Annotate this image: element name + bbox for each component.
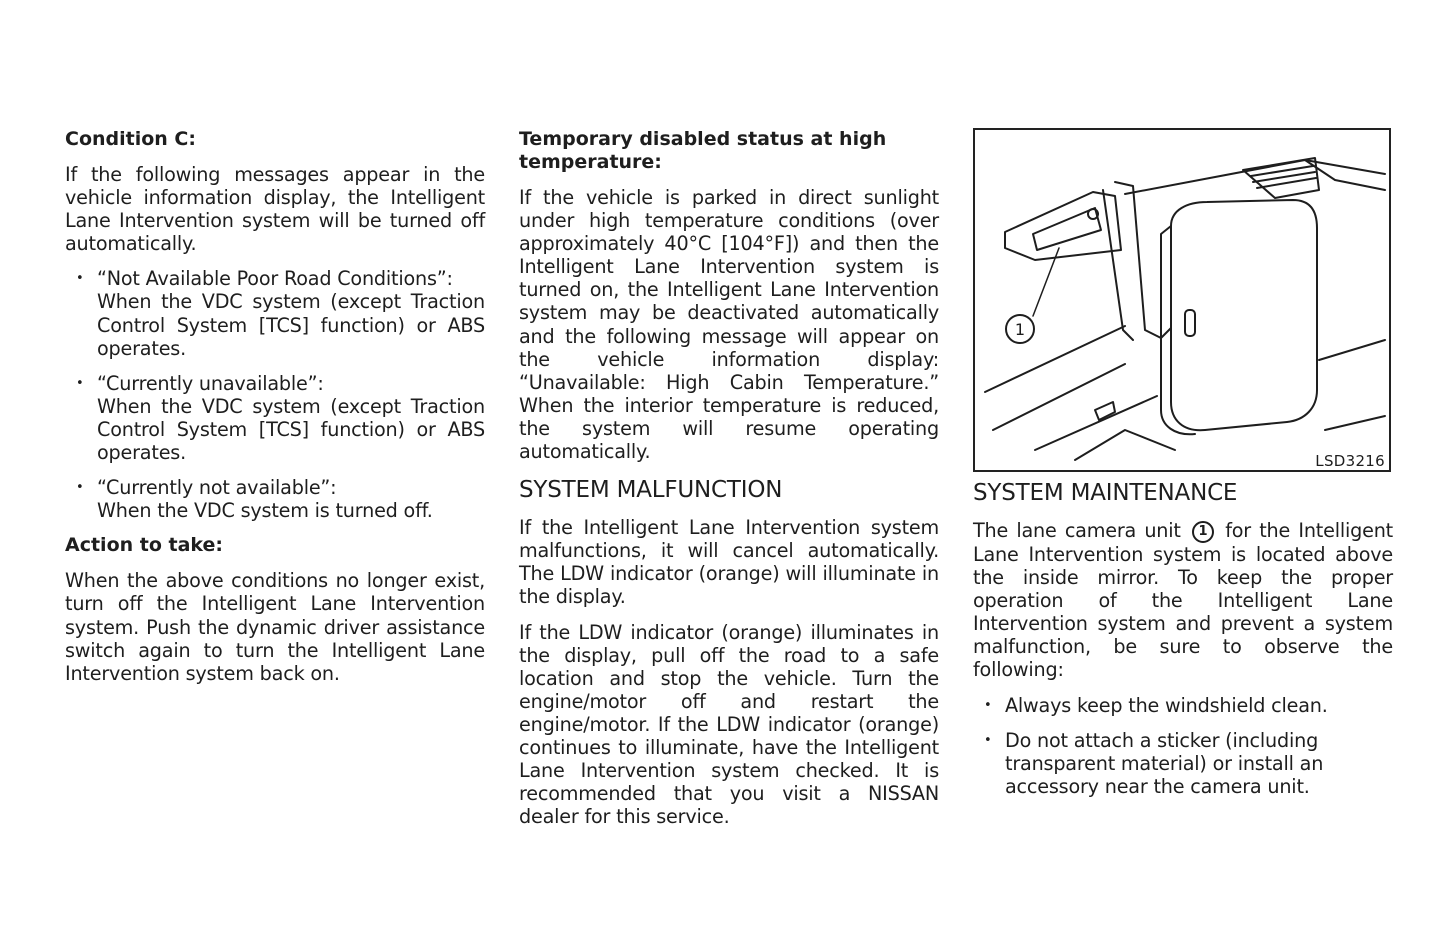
action-text: When the above conditions no longer exist, turn off the Intelligent Lane Intervention system. Push the dynamic driver assistance switch again to turn the Intelligent Lane Intervention system back on. xyxy=(65,569,485,685)
dashboard-line xyxy=(1319,340,1385,360)
malfunction-paragraph-1: If the Intelligent Lane Intervention system malfunctions, it will cancel automatically. The LDW indicator (orange) will illuminate in the display. xyxy=(519,516,939,609)
mirror-stem xyxy=(1115,182,1171,338)
camera-housing xyxy=(1005,192,1121,260)
list-item: • Do not attach a sticker (including transparent material) or install an accessory near the camera unit. xyxy=(973,729,1393,798)
list-item: • Always keep the windshield clean. xyxy=(973,694,1393,717)
malfunction-heading: SYSTEM MALFUNCTION xyxy=(519,477,783,504)
temp-disabled-title: Temporary disabled status at high temperature: xyxy=(519,128,887,173)
list-item xyxy=(65,372,485,464)
column-left xyxy=(65,128,485,697)
message-quote: • “Not Available Poor Road Conditions”: xyxy=(97,267,453,291)
condition-c-message-list xyxy=(65,267,485,522)
message-desc: When the VDC system (except Traction Control System [TCS] function) or ABS operates. xyxy=(97,290,485,360)
action-title: Action to take: xyxy=(65,534,224,557)
message-quote: • “Currently not available”: xyxy=(97,476,337,500)
dashboard-line xyxy=(1325,416,1385,430)
maintenance-text xyxy=(973,519,1393,682)
list-item xyxy=(65,267,485,359)
message-desc: When the VDC system (except Traction Control System [TCS] function) or ABS operates. xyxy=(97,394,485,465)
maintenance-text-end: for the Intelligent Lane Intervention system is located above the inside mirror. To keep the proper operation of the Intelligent Lane Intervention system and prevent a system malfunction, be sure to observe the following: xyxy=(973,519,1393,682)
dashboard-line xyxy=(1075,430,1175,460)
list-item xyxy=(65,476,485,522)
message-desc: When the VDC system is turned off. xyxy=(97,499,433,523)
camera-unit-figure xyxy=(973,128,1391,472)
roof-line xyxy=(1125,160,1385,194)
mirror-edge xyxy=(1161,226,1195,434)
column-middle xyxy=(519,128,939,840)
dashboard-line xyxy=(985,326,1125,392)
mirror-stem xyxy=(1103,190,1133,340)
maintenance-text-start: The lane camera unit xyxy=(973,519,1181,542)
message-quote: • “Currently unavailable”: xyxy=(97,371,324,395)
temp-disabled-text: If the vehicle is parked in direct sunlight under high temperature conditions (over approximately 40°C [104°F]) and then the Intelligent Lane Intervention system is turned on, the Intelligent Lane Intervention system may be deactivated automatically and the following message will appear on the vehicle information display: “Unavailable: High Cabin Temperature.” When the interior temperature is reduced, the system will resume operating automatically. xyxy=(519,186,939,464)
condition-c-intro: If the following messages appear in the vehicle information display, the Intelligent Lane Intervention system will be turned off automatically. xyxy=(65,163,485,256)
mirror-camera-illustration xyxy=(975,130,1393,474)
dashboard-line xyxy=(993,364,1125,430)
mirror-body xyxy=(1171,200,1317,430)
dashboard-line xyxy=(1095,402,1115,420)
dashboard-line xyxy=(1035,396,1157,450)
condition-c-title: Condition C: xyxy=(65,128,196,150)
callout-number: 1 xyxy=(1014,320,1026,339)
column-right xyxy=(973,128,1393,810)
malfunction-paragraph-2: If the LDW indicator (orange) illuminates in the display, pull off the road to a safe location and stop the vehicle. Turn the engine/motor off and restart the engine/motor. If the LDW indicator (orange) continues to illuminate, have the Intelligent Lane Intervention system checked. It is recommended that you visit a NISSAN dealer for this service. xyxy=(519,620,939,829)
mirror-button xyxy=(1185,310,1195,336)
maintenance-list xyxy=(973,694,1393,798)
figure-code: LSD3216 xyxy=(1315,452,1385,470)
callout-ref-icon: 1 xyxy=(1192,521,1214,543)
maintenance-heading: SYSTEM MAINTENANCE xyxy=(973,480,1238,506)
